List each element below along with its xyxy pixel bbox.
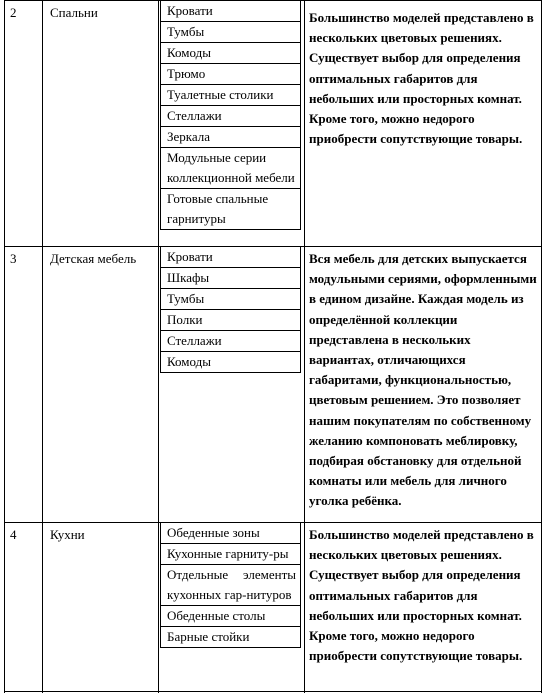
list-item: Комоды [160,352,301,373]
list-item: Стеллажи [160,331,301,352]
list-item: Кровати [160,247,301,268]
list-item: Барные стойки [160,627,301,648]
row-description: Большинство моделей представлено в нескольких цветовых решениях. Существует выбор для определения оптимальных габаритов для небольших или просторных комнат. Кроме того, можно недорого приобрести сопутствующие товары. [309,527,534,664]
list-item: Туалетные столики [160,85,301,106]
list-item: Зеркала [160,127,301,148]
row-description: Вся мебель для детских выпускается модульными сериями, оформленными в едином дизайне. Каждая модель из определённой коллекции представлена в нескольких вариантах, отличающихся габаритами, функциональностью, цветовым решением. Это позволяет нашим покупателям по собственному желанию компоновать меблировку, подбирая обстановку для отдельной комнаты или мебель для личного уголка ребёнка. [309,251,537,509]
list-item: Тумбы [160,289,301,310]
table-border-col4 [304,0,305,693]
list-item: Шкафы [160,268,301,289]
table-border-right [541,0,542,693]
list-item: Отдельные элементы кухонных гар-нитуров [160,565,301,606]
list-item: Полки [160,310,301,331]
list-item: Кровати [160,1,301,22]
row-number: 2 [10,5,17,20]
list-item: Стеллажи [160,106,301,127]
row-category: Кухни [50,527,85,542]
list-item: Обеденные зоны [160,523,301,544]
list-item: Трюмо [160,64,301,85]
list-item: Тумбы [160,22,301,43]
list-item: Обеденные столы [160,606,301,627]
list-item: Готовые спальные гарнитуры [160,189,301,230]
list-item: Кухонные гарниту-ры [160,544,301,565]
list-item: Комоды [160,43,301,64]
items-list [160,1,301,230]
row-number: 3 [10,251,17,266]
table-border-col1 [42,0,43,693]
list-item: Модульные серии коллекционной мебели [160,148,301,189]
items-list [160,247,301,373]
row-category: Детская мебель [50,251,137,266]
row-description: Большинство моделей представлено в нескольких цветовых решениях. Существует выбор для определения оптимальных габаритов для небольших или просторных комнат. Кроме того, можно недорого приобрести сопутствующие товары. [309,10,534,147]
row-border-bottom [4,691,542,692]
table-border-col2 [158,0,159,693]
items-list [160,523,301,648]
table-border-left [4,0,5,693]
row-number: 4 [10,527,17,542]
row-category: Спальни [50,5,98,20]
